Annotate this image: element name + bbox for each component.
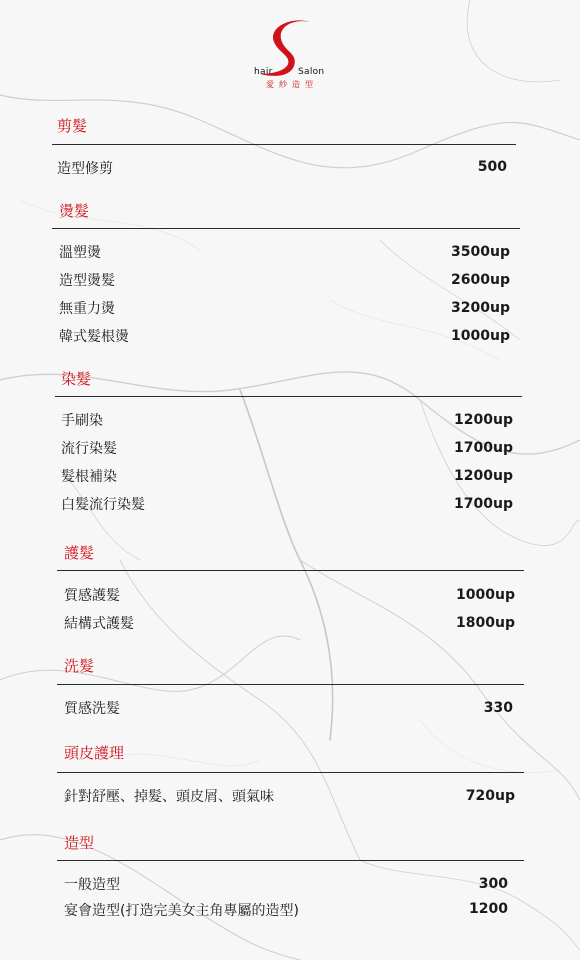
- section-title: 燙髮: [59, 202, 90, 220]
- menu-item-name: 結構式護髮: [64, 616, 134, 632]
- menu-item-name: 韓式髮根燙: [59, 329, 129, 345]
- menu-item-price: 3200up: [451, 300, 510, 316]
- section-divider: [57, 772, 524, 773]
- brand-salon-text: Salon: [298, 67, 325, 77]
- menu-item-name: 流行染髮: [61, 441, 117, 457]
- menu-item-price: 1000up: [456, 587, 515, 603]
- section-title: 洗髮: [64, 657, 95, 675]
- menu-item-price: 1800up: [456, 615, 515, 631]
- menu-item-price: 3500up: [451, 244, 510, 260]
- salon-logo: [250, 18, 334, 90]
- menu-item-price: 330: [483, 700, 513, 716]
- brand-chinese-name: 愛紗造型: [266, 80, 318, 89]
- menu-item-name: 質感護髮: [64, 588, 120, 604]
- menu-item-price: 500: [477, 159, 507, 175]
- section-divider: [57, 860, 524, 861]
- section-divider: [55, 396, 522, 397]
- menu-item-price: 1200up: [454, 412, 513, 428]
- section-title: 剪髮: [57, 117, 88, 135]
- section-divider: [57, 570, 524, 571]
- menu-item-price: 1700up: [454, 440, 513, 456]
- section-divider: [52, 144, 516, 145]
- menu-item-name: 髮根補染: [61, 469, 117, 485]
- section-title: 護髮: [64, 544, 95, 562]
- menu-item-name: 手刷染: [61, 413, 103, 429]
- section-title: 頭皮護理: [64, 744, 125, 762]
- section-divider: [52, 228, 520, 229]
- menu-item-price: 1200: [469, 901, 508, 917]
- menu-item-name: 一般造型: [64, 877, 120, 893]
- menu-item-price: 720up: [465, 788, 515, 804]
- menu-item-name: 白髮流行染髮: [61, 497, 145, 513]
- brand-hair-text: hair: [254, 67, 273, 77]
- section-divider: [57, 684, 524, 685]
- section-title: 造型: [64, 834, 95, 852]
- menu-item-name: 無重力燙: [59, 301, 115, 317]
- section-title: 染髮: [61, 370, 92, 388]
- menu-item-price: 300: [478, 876, 508, 892]
- menu-item-name: 針對舒壓、掉髮、頭皮屑、頭氣味: [64, 789, 274, 805]
- menu-item-price: 1000up: [451, 328, 510, 344]
- menu-item-price: 1700up: [454, 496, 513, 512]
- menu-item-name: 質感洗髮: [64, 701, 120, 717]
- menu-item-name: 造型燙髮: [59, 273, 115, 289]
- menu-item-price: 2600up: [451, 272, 510, 288]
- menu-item-name: 宴會造型(打造完美女主角專屬的造型): [64, 903, 299, 919]
- menu-item-price: 1200up: [454, 468, 513, 484]
- menu-item-name: 溫塑燙: [59, 245, 101, 261]
- menu-item-name: 造型修剪: [57, 161, 113, 177]
